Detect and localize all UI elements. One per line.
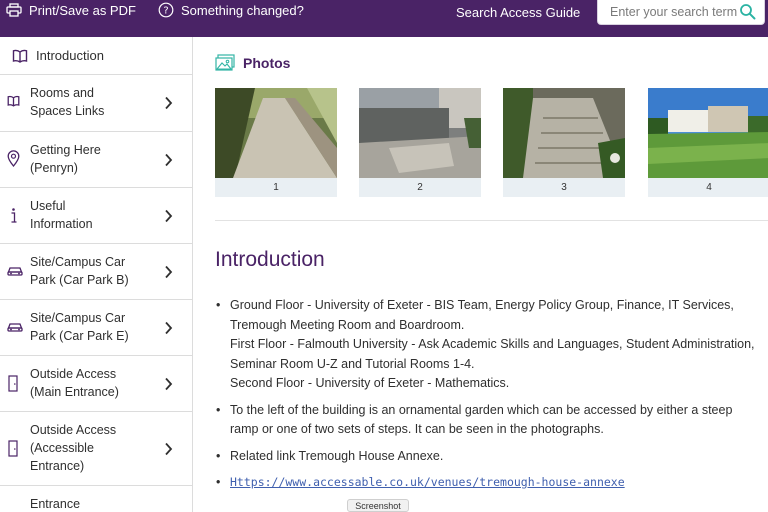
list-item-text: First Floor - Falmouth University - Ask Academic Skills and Languages, Student Administration, [230,337,755,351]
door-icon [7,375,19,392]
sidebar-item-label: Spaces Links [30,104,105,118]
list-item [215,473,768,493]
something-changed-label: Something changed? [181,2,304,18]
divider [215,220,768,221]
list-item-text: • To the left of the building is an ornamental garden which can be accessed by either a steep [230,402,733,417]
introduction-content [215,296,768,500]
sidebar-item-label: Outside Access [30,423,117,437]
search-input[interactable] [598,0,738,24]
chevron-right-icon [164,265,173,279]
sidebar-intro-label: Introduction [36,48,104,63]
sidebar [0,37,193,512]
question-circle-icon [158,2,174,18]
printer-icon [6,3,22,17]
list-item-text: ramp or one of two sets of steps. It can be seen in the photographs. [230,422,604,436]
list-item [215,401,768,440]
chevron-right-icon [164,209,173,223]
list-item [215,296,768,394]
info-icon [7,207,20,224]
top-bar [0,0,768,37]
photo-thumbnail[interactable] [215,88,337,197]
car-icon [7,321,23,333]
sidebar-item-entrance[interactable] [0,485,193,512]
something-changed-button[interactable] [158,0,304,20]
chevron-right-icon [164,153,173,167]
sidebar-item-label: Entrance [30,497,81,511]
introduction-heading: Introduction [215,248,325,271]
map-pin-icon [7,150,20,167]
photo-caption: 4 [648,178,768,197]
sidebar-item-label: (Main Entrance) [30,385,119,399]
print-save-pdf-button[interactable] [6,0,136,20]
sidebar-item-getting-here[interactable] [0,131,193,187]
photo-caption: 2 [359,178,481,197]
main-content [193,37,768,512]
car-icon [7,265,23,277]
book-open-icon [7,95,20,107]
sidebar-item-label: Rooms and [30,86,94,100]
search-icon[interactable] [739,3,756,20]
sidebar-item-label: Entrance) [30,459,85,473]
introduction-list [215,296,768,493]
book-open-icon [12,49,28,63]
sidebar-item-car-park-b[interactable] [0,243,193,299]
sidebar-item-label: Park (Car Park B) [30,273,129,287]
list-item [215,447,768,467]
svg-text:?: ? [163,5,169,17]
photo-thumbnail[interactable] [359,88,481,197]
photo-image [503,88,625,178]
list-item-text: • Ground Floor - University of Exeter - BIS Team, Energy Policy Group, Finance, IT Services, [230,298,734,312]
print-label: Print/Save as PDF [29,2,136,18]
sidebar-item-label: Useful [30,199,66,213]
sidebar-item-label: (Penryn) [30,161,78,175]
photo-thumbnail[interactable] [503,88,625,197]
sidebar-item-useful-information[interactable] [0,187,193,243]
annexe-link[interactable]: Https://www.accessable.co.uk/venues/tremough-house-annexe [230,475,625,489]
chevron-right-icon [164,442,173,456]
list-item-text: • Related link Tremough House Annexe. [230,448,444,463]
sidebar-item-label: Outside Access [30,367,117,381]
list-item-text: Second Floor - University of Exeter - Mathematics. [230,376,510,390]
door-icon [7,440,19,457]
photo-caption: 1 [215,178,337,197]
sidebar-item-rooms-spaces[interactable] [0,74,193,131]
sidebar-item-label: (Accessible [30,441,94,455]
chevron-right-icon [164,321,173,335]
sidebar-item-outside-access-accessible[interactable] [0,411,193,485]
photo-image [215,88,337,178]
chevron-right-icon [164,96,173,110]
sidebar-item-label: Site/Campus Car [30,311,126,325]
photos-header [215,54,290,71]
list-item-text: Seminar Room U-Z and Tutorial Rooms 1-4. [230,356,475,371]
sidebar-item-label: Information [30,217,93,231]
image-gallery-icon [215,54,235,71]
sidebar-item-introduction[interactable] [0,37,193,74]
sidebar-item-outside-access-main[interactable] [0,355,193,411]
photo-image [648,88,768,178]
sidebar-item-label: Park (Car Park E) [30,329,129,343]
list-item-text: Tremough Meeting Room and Boardroom. [230,317,465,332]
photo-thumbnail[interactable] [648,88,768,197]
search-box [597,0,765,25]
sidebar-item-label: Site/Campus Car [30,255,126,269]
search-access-guide-label: Search Access Guide [456,4,581,20]
photo-caption: 3 [503,178,625,197]
screenshot-tooltip: Screenshot [347,499,409,512]
chevron-right-icon [164,377,173,391]
sidebar-item-label: Getting Here [30,143,101,157]
photos-title: Photos [243,54,291,71]
photo-image [359,88,481,178]
sidebar-item-car-park-e[interactable] [0,299,193,355]
